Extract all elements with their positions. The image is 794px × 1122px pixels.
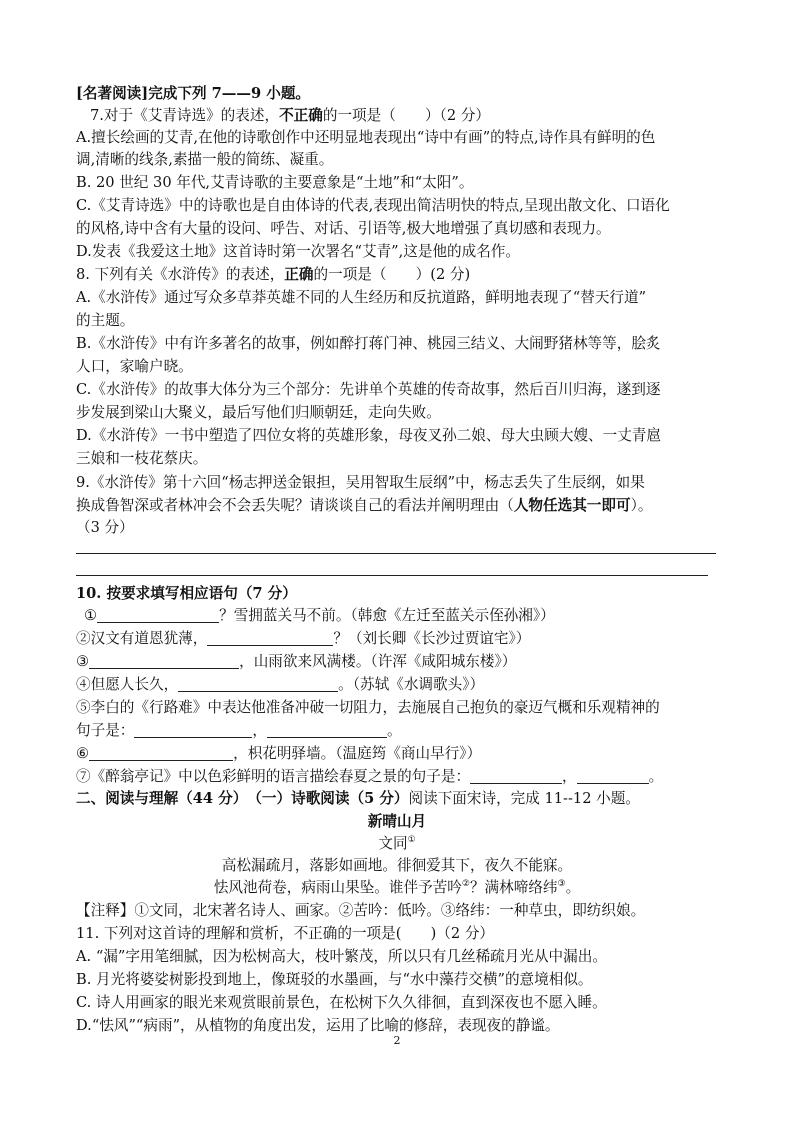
- section-head: [76, 84, 310, 104]
- q11-option-d: D.“怯风”“病雨”，从植物的角度出发，运用了比喻的修辞，表现夜的静谧。: [76, 1017, 560, 1034]
- q9-answer-line-2[interactable]: [76, 575, 708, 576]
- q10-l5-end: 。: [387, 722, 402, 739]
- q10-blank-2[interactable]: [207, 630, 333, 646]
- q10-l1-rest: ？雪拥蓝关马不前。（韩愈《左迁至蓝关示侄孙湘》）: [219, 607, 555, 624]
- q10-line-1: [84, 606, 555, 626]
- poem-line-2: [0, 878, 794, 898]
- poem-line-1: 高松漏疏月，落影如画地。徘徊爱其下，夜久不能寐。: [221, 857, 573, 874]
- poem-author-note: ①: [407, 835, 416, 845]
- q7-option-b: B. 20 世纪 30 年代,艾青诗歌的主要意象是“土地”和“太阳”。: [76, 174, 474, 191]
- q10-l1-num: ①: [84, 607, 98, 624]
- q8-option-b-cont: 人口，家喻户晓。: [76, 358, 193, 375]
- q7-option-a: A.擅长绘画的艾青,在他的诗歌创作中还明显地表现出“诗中有画”的特点,诗作具有鲜明的色: [76, 129, 656, 146]
- part2-heading: [76, 789, 640, 809]
- q10-blank-6[interactable]: [89, 745, 233, 761]
- q10-blank-5b[interactable]: [267, 722, 387, 738]
- q7-option-c-cont: 的风格,诗中含有大量的设问、呼告、对话、引语等,极大地增强了真切感和表现力。: [76, 220, 611, 237]
- poem-line-2-c: 。: [565, 879, 581, 896]
- q8-option-b: B.《水浒传》中有许多著名的故事，例如醉打蒋门神、桃园三结义、大闹野猪林等等，脍炙: [76, 335, 661, 352]
- q9-emphasis: 人物任选其一即可: [513, 497, 631, 514]
- q11-option-b: B. 月光将婆娑树影投到地上，像斑驳的水墨画，与“水中藻荇交横”的意境相似。: [76, 971, 593, 988]
- q7-stem: [90, 106, 490, 126]
- q10-blank-5a[interactable]: [134, 722, 252, 738]
- q8-stem-c: 的一项是（ ）(2 分): [313, 266, 471, 283]
- q10-l3-rest: ，山雨欲来风满楼。（许浑《咸阳城东楼》）: [239, 653, 517, 670]
- poem-note-3: ③: [557, 879, 566, 889]
- part2-heading-text: 二、阅读与理解（44 分） （一）诗歌阅读（5 分）: [76, 790, 409, 807]
- q10-l7-mid: ，: [562, 768, 577, 785]
- q10-line-2: [76, 629, 530, 649]
- poem-notes: 【注释】①文同，北宋著名诗人、画家。②苦吟：低吟。③络纬：一种草虫，即纺织娘。: [76, 902, 646, 919]
- q10-l2-rest: ？（刘长卿《长沙过贾谊宅》）: [333, 630, 531, 647]
- q9-line-1: 9.《水浒传》第十六回“杨志押送金银担，吴用智取生辰纲”中，杨志丢失了生辰纲，如果: [76, 474, 645, 491]
- q9-line-2: [76, 496, 652, 516]
- q7-option-c: C.《艾青诗选》中的诗歌也是自由体诗的代表,表现出简洁明快的特点,呈现出散文化、口语化: [76, 197, 670, 214]
- q11-stem: 11. 下列对这首诗的理解和赏析，不正确的一项是( )（2 分）: [76, 925, 495, 942]
- q9-score: （3 分）: [76, 519, 134, 536]
- q10-line-6: [76, 744, 481, 764]
- q7-option-d: D.发表《我爱这土地》这首诗时第一次署名“艾青”,这是他的成名作。: [76, 243, 521, 260]
- q10-l4-rest: 。（苏轼《水调歌头》）: [338, 676, 485, 693]
- poem-author: [0, 834, 794, 854]
- section-name: [名著阅读]: [76, 85, 149, 102]
- q10-l7-end: 。: [648, 768, 664, 785]
- q8-stem-emphasis: 正确: [284, 266, 314, 283]
- q10-l4-pre: ④但愿人长久，: [76, 676, 179, 693]
- part2-intro: 阅读下面宋诗，完成 11--12 小题。: [408, 790, 640, 807]
- q10-line-7: [76, 767, 663, 787]
- q11-option-c: C. 诗人用画家的眼光来观赏眼前景色，在松树下久久徘徊，直到深夜也不愿入睡。: [76, 994, 607, 1011]
- poem-line-2-a: 怯风池荷卷，病雨山果坠。谁伴予苦吟: [213, 879, 462, 896]
- q8-option-a-cont: 的主题。: [76, 312, 135, 329]
- q8-stem: [76, 265, 470, 285]
- poem-author-name: 文同: [378, 835, 408, 852]
- q10-l7-pre: ⑦《醉翁亭记》中以色彩鲜明的语言描绘春夏之景的句子是：: [76, 768, 471, 785]
- page-number: 2: [393, 1034, 401, 1047]
- q10-l3-num: ③: [76, 653, 90, 670]
- poem-title: 新晴山月: [367, 813, 427, 830]
- q11-option-a: A. “漏”字用笔细腻，因为松树高大，枝叶繁茂，所以只有几丝稀疏月光从中漏出。: [76, 948, 607, 965]
- q10-l6-num: ⑥: [76, 745, 90, 762]
- q10-line-5: ⑤李白的《行路难》中表达他准备冲破一切阻力，去施展自己抱负的豪迈气概和乐观精神的: [76, 699, 660, 716]
- q10-l5-pre: 句子是：: [76, 722, 135, 739]
- q7-option-a-cont: 调,清晰的线条,素描一般的简练、凝重。: [76, 151, 334, 168]
- q10-l5-mid: ，: [252, 722, 267, 739]
- q9-answer-line-1[interactable]: [76, 553, 716, 554]
- q7-stem-emphasis: 不正确: [279, 107, 323, 124]
- section-rest: 完成下列 7——9 小题。: [148, 85, 311, 102]
- q10-l6-rest: ，枳花明驿墙。（温庭筠《商山早行》）: [233, 745, 482, 762]
- q8-option-d-cont: 三娘和一枝花蔡庆。: [76, 450, 208, 467]
- q10-line-5-cont: [76, 721, 402, 741]
- q7-stem-c: 的一项是（ ）（2 分）: [322, 107, 491, 124]
- q10-title: 10. 按要求填写相应语句（7 分）: [76, 585, 297, 602]
- q8-option-c-cont: 步发展到梁山大聚义，最后写他们归顺朝廷，走向失败。: [76, 404, 441, 421]
- q9-line-2-c: ）。: [630, 497, 653, 514]
- q10-blank-4[interactable]: [178, 676, 338, 692]
- poem-line-2-b: ？满林啼络纬: [469, 879, 558, 896]
- q10-line-4: [76, 675, 484, 695]
- q8-option-a: A.《水浒传》通过写众多草莽英雄不同的人生经历和反抗道路，鲜明地表现了“替天行道”: [76, 289, 647, 306]
- q7-stem-a: 7.对于《艾青诗选》的表述，: [90, 107, 280, 124]
- q10-blank-7a[interactable]: [470, 768, 562, 784]
- q9-line-2-a: 换成鲁智深或者林冲会不会丢失呢？请谈谈自己的看法并阐明理由（: [76, 497, 514, 514]
- q8-stem-a: 8. 下列有关《水浒传》的表述，: [76, 266, 285, 283]
- q10-l2-pre: ②汉文有道恩犹薄，: [76, 630, 208, 647]
- q10-blank-1[interactable]: [97, 607, 219, 623]
- q8-option-c: C.《水浒传》的故事大体分为三个部分：先讲单个英雄的传奇故事，然后百川归海，遂到逐: [76, 381, 661, 398]
- q10-line-3: [76, 652, 516, 672]
- q8-option-d: D.《水浒传》一书中塑造了四位女将的英雄形象，母夜叉孙二娘、母大虫顾大嫂、一丈青扈: [76, 427, 661, 444]
- poem-note-2: ②: [461, 879, 470, 889]
- q10-blank-7b[interactable]: [577, 768, 649, 784]
- q10-blank-3[interactable]: [89, 653, 239, 669]
